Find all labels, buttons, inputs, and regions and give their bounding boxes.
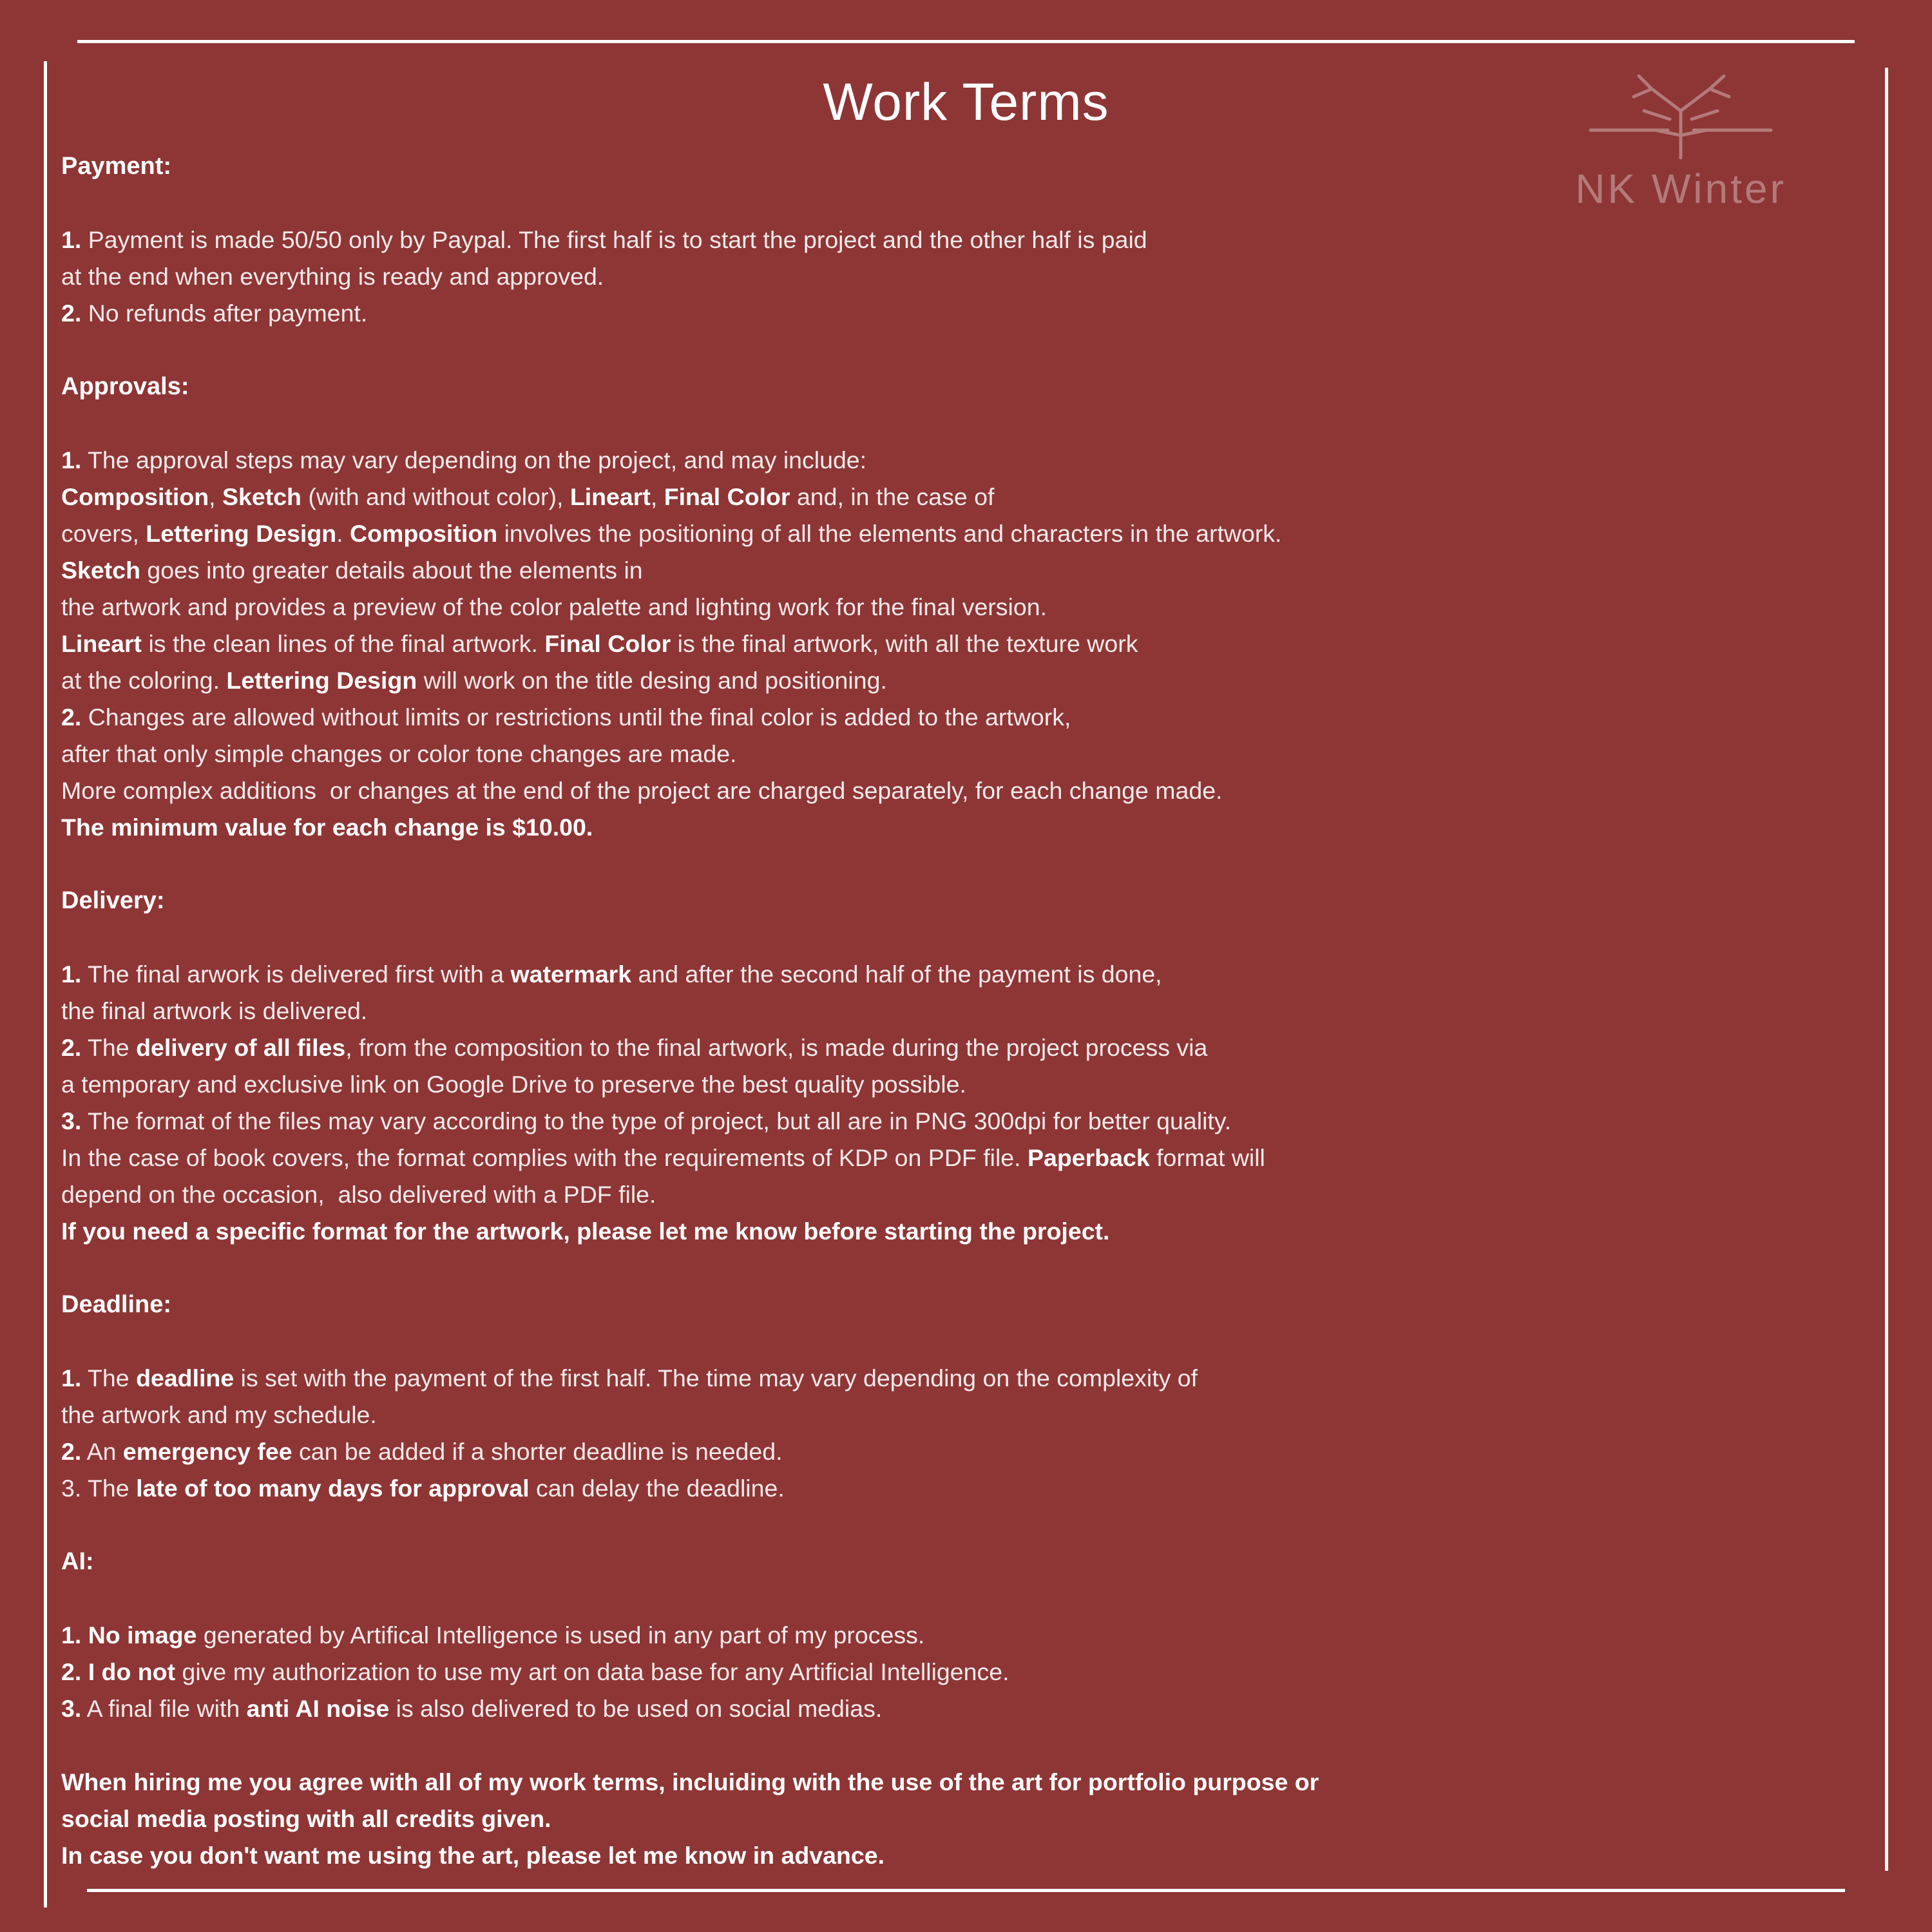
body-text: can be added if a shorter deadline is needed. [292, 1438, 783, 1465]
emphasis-text: Lettering Design [226, 667, 417, 694]
emphasis-text: Composition [350, 520, 498, 547]
text-line [61, 1103, 1859, 1140]
body-text: depend on the occasion, also delivered with a PDF file. [61, 1181, 656, 1208]
text-line [61, 956, 1859, 993]
text-line [61, 1397, 1859, 1433]
text-line [61, 589, 1859, 626]
text-line [61, 1837, 1859, 1874]
body-text: a temporary and exclusive link on Google Drive to preserve the best quality possible. [61, 1071, 966, 1098]
body-text: , from the composition to the final artwork, is made during the project process via [345, 1034, 1208, 1061]
body-text: The final arwork is delivered first with a [81, 961, 511, 988]
body-text: More complex additions or changes at the end of the project are charged separately, for each change made. [61, 777, 1223, 804]
body-text: The format of the files may vary according to the type of project, but all are in PNG 300dpi for better quality. [81, 1107, 1232, 1134]
antler-branch-icon [1545, 71, 1816, 161]
emphasis-text: 1. [61, 1621, 88, 1649]
emphasis-text: When hiring me you agree with all of my work terms, incluiding with the use of the art for portfolio purpose or [61, 1768, 1319, 1795]
body-text: (with and without color), [301, 483, 570, 510]
text-line [61, 772, 1859, 809]
section-heading-approvals: Approvals: [61, 373, 189, 400]
body-text: . [336, 520, 350, 547]
body-text: is the final artwork, with all the texture work [671, 630, 1138, 657]
emphasis-text: 1. [61, 226, 82, 253]
text-line [61, 736, 1859, 772]
body-text: the artwork and my schedule. [61, 1401, 377, 1428]
emphasis-text: Sketch [61, 557, 140, 584]
right-border-line [1885, 68, 1888, 1871]
text-line [61, 1690, 1859, 1727]
heading-spacer [61, 185, 1859, 222]
emphasis-text: 1. [61, 961, 82, 988]
body-text: give my authorization to use my art on data base for any Artificial Intelligence. [175, 1658, 1009, 1685]
section-spacer [61, 332, 1859, 368]
body-text: and after the second half of the payment is done, [631, 961, 1162, 988]
emphasis-text: 3. [61, 1695, 82, 1722]
body-text: will work on the title desing and positioning. [417, 667, 887, 694]
body-text: the artwork and provides a preview of the color palette and lighting work for the final version. [61, 593, 1047, 620]
heading-spacer [61, 1323, 1859, 1360]
emphasis-text: I do not [88, 1658, 176, 1685]
section-heading-ai: AI: [61, 1548, 94, 1575]
text-line [61, 222, 1859, 258]
emphasis-text: watermark [510, 961, 632, 988]
text-line [61, 1213, 1859, 1250]
heading-spacer [61, 919, 1859, 956]
text-line [61, 1617, 1859, 1654]
body-text: is set with the payment of the first half. The time may vary depending on the complexity of [234, 1364, 1198, 1392]
text-line [61, 515, 1859, 552]
text-line [61, 295, 1859, 332]
emphasis-text: 2. [61, 1658, 88, 1685]
section-spacer [61, 1727, 1859, 1764]
text-line [61, 552, 1859, 589]
body-text: is also delivered to be used on social medias. [389, 1695, 883, 1722]
body-text: and, in the case of [790, 483, 995, 510]
emphasis-text: Paperback [1028, 1144, 1150, 1171]
body-text: No refunds after payment. [81, 300, 368, 327]
body-text: The [81, 1034, 137, 1061]
body-text: A final file with [81, 1695, 247, 1722]
emphasis-text: Lineart [61, 630, 142, 657]
body-text: Payment is made 50/50 only by Paypal. The first half is to start the project and the other half is paid [81, 226, 1147, 253]
emphasis-text: late of too many days for approval [136, 1475, 530, 1502]
emphasis-text: deadline [136, 1364, 234, 1392]
text-line [61, 809, 1859, 846]
emphasis-text: delivery of all files [136, 1034, 346, 1061]
bottom-divider [87, 1889, 1845, 1892]
emphasis-text: 1. [61, 446, 82, 473]
emphasis-text: 2. [61, 1034, 82, 1061]
terms-content [61, 148, 1859, 1874]
text-line [61, 626, 1859, 662]
emphasis-text: Final Color [544, 630, 671, 657]
text-line [61, 1360, 1859, 1397]
text-line [61, 993, 1859, 1029]
text-line [61, 1801, 1859, 1837]
text-line [61, 699, 1859, 736]
text-line [61, 479, 1859, 515]
body-text: , [650, 483, 664, 510]
body-text: Changes are allowed without limits or restrictions until the final color is added to the artwork, [81, 703, 1071, 731]
body-text: after that only simple changes or color tone changes are made. [61, 740, 737, 767]
emphasis-text: Final Color [664, 483, 790, 510]
top-divider [77, 40, 1855, 43]
heading-spacer [61, 405, 1859, 442]
body-text: is the clean lines of the final artwork. [142, 630, 545, 657]
brand-name: NK Winter [1575, 166, 1786, 212]
body-text: covers, [61, 520, 146, 547]
body-text: The [81, 1364, 137, 1392]
emphasis-text: No image [88, 1621, 197, 1649]
body-text: goes into greater details about the elements in [140, 557, 643, 584]
text-line [61, 1764, 1859, 1801]
emphasis-text: In case you don't want me using the art, please let me know in advance. [61, 1842, 885, 1869]
body-text: involves the positioning of all the elements and characters in the artwork. [497, 520, 1282, 547]
section-heading-delivery: Delivery: [61, 887, 165, 914]
emphasis-text: Composition [61, 483, 209, 510]
text-line [61, 1433, 1859, 1470]
emphasis-text: The minimum value for each change is $10.00. [61, 814, 593, 841]
emphasis-text: Lettering Design [146, 520, 337, 547]
section-spacer [61, 846, 1859, 883]
body-text: In the case of book covers, the format complies with the requirements of KDP on PDF file. [61, 1144, 1028, 1171]
text-line [61, 1140, 1859, 1176]
body-text: can delay the deadline. [529, 1475, 785, 1502]
emphasis-text: emergency fee [122, 1438, 292, 1465]
body-text: The [88, 1475, 137, 1502]
body-text: generated by Artifical Intelligence is used in any part of my process. [196, 1621, 925, 1649]
emphasis-text: 1. [61, 1364, 82, 1392]
body-text: at the end when everything is ready and approved. [61, 263, 604, 290]
body-text: An [81, 1438, 123, 1465]
text-line [61, 442, 1859, 479]
emphasis-text: Sketch [222, 483, 301, 510]
body-text: , [209, 483, 222, 510]
page-title: Work Terms [823, 73, 1109, 131]
text-line [61, 1176, 1859, 1213]
emphasis-text: Lineart [569, 483, 651, 510]
section-spacer [61, 1250, 1859, 1286]
body-text: The approval steps may vary depending on the project, and may include: [81, 446, 867, 473]
body-text: 3. [61, 1475, 88, 1502]
emphasis-text: anti AI noise [246, 1695, 390, 1722]
section-heading-payment: Payment: [61, 153, 172, 180]
emphasis-text: 2. [61, 703, 82, 731]
text-line [61, 662, 1859, 699]
body-text: format will [1149, 1144, 1265, 1171]
body-text: the final artwork is delivered. [61, 997, 368, 1024]
emphasis-text: social media posting with all credits given. [61, 1805, 551, 1832]
text-line [61, 1029, 1859, 1066]
text-line [61, 258, 1859, 295]
left-border-line [44, 61, 47, 1908]
emphasis-text: 3. [61, 1107, 82, 1134]
emphasis-text: 2. [61, 300, 82, 327]
emphasis-text: 2. [61, 1438, 82, 1465]
text-line [61, 1470, 1859, 1507]
heading-spacer [61, 1580, 1859, 1617]
body-text: at the coloring. [61, 667, 227, 694]
text-line [61, 1066, 1859, 1103]
emphasis-text: If you need a specific format for the artwork, please let me know before starting the project. [61, 1218, 1110, 1245]
section-spacer [61, 1507, 1859, 1544]
section-heading-deadline: Deadline: [61, 1291, 172, 1318]
text-line [61, 1654, 1859, 1690]
